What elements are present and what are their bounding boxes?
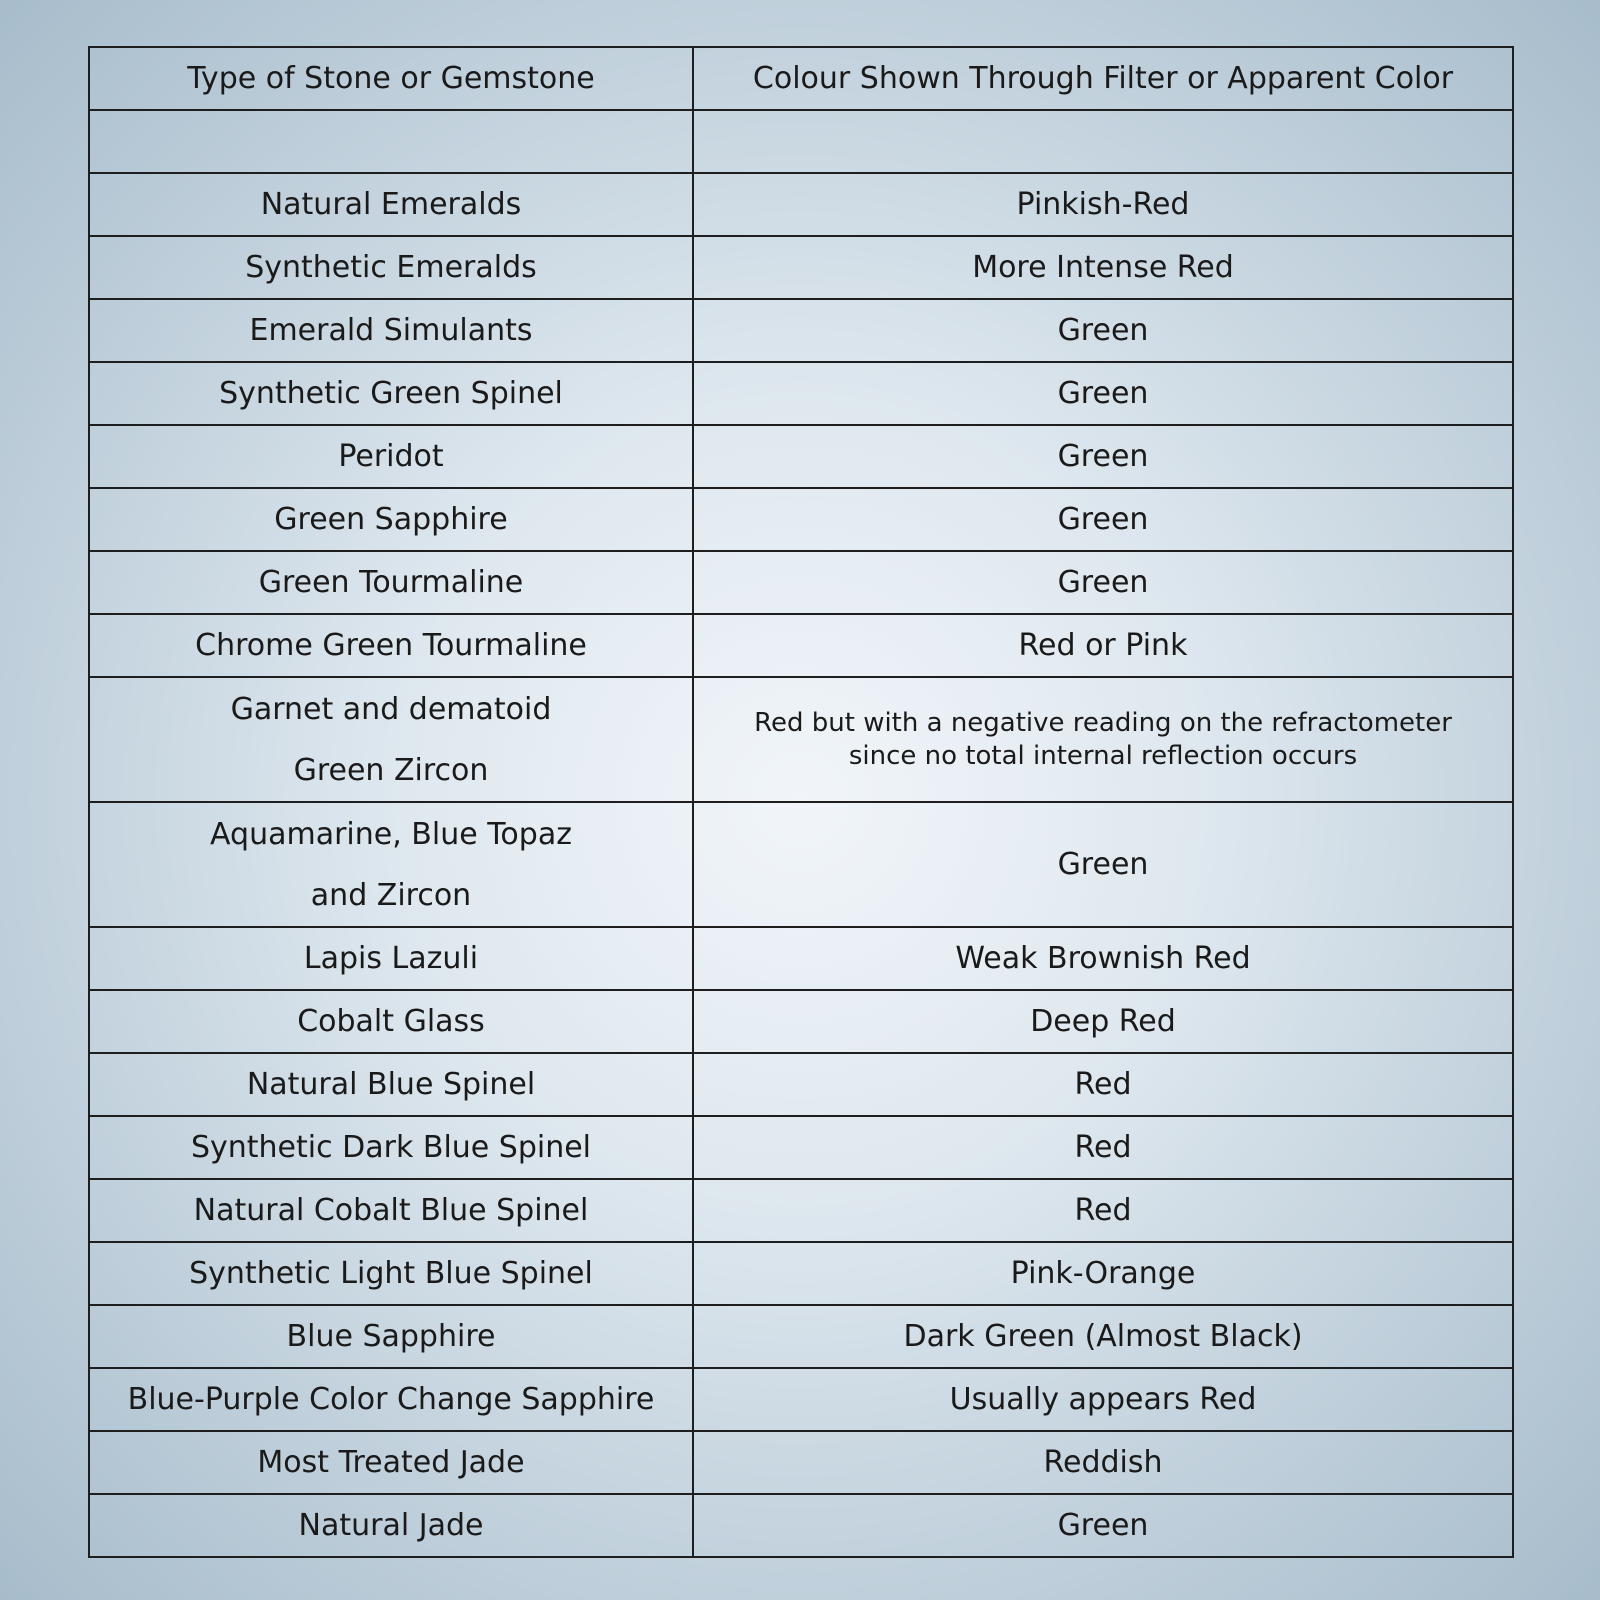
table-row (89, 236, 1513, 299)
stone-cell: Synthetic Dark Blue Spinel (89, 1116, 693, 1179)
colour-cell: Weak Brownish Red (693, 927, 1513, 990)
stone-cell: Synthetic Light Blue Spinel (89, 1242, 693, 1305)
stone-cell-line: Aquamarine, Blue Topaz (210, 816, 572, 852)
colour-cell: Green (693, 551, 1513, 614)
stone-cell-line: Garnet and dematoid (230, 691, 552, 727)
colour-cell-line: Red but with a negative reading on the refractometer (754, 707, 1452, 738)
table-row (89, 1053, 1513, 1116)
colour-cell: Green (693, 488, 1513, 551)
table-row (89, 802, 1513, 927)
colour-cell-line: since no total internal reflection occurs (848, 740, 1358, 771)
stone-cell: Emerald Simulants (89, 299, 693, 362)
table-row (89, 1116, 1513, 1179)
stone-cell: Natural Emeralds (89, 173, 693, 236)
header-apparent-colour: Colour Shown Through Filter or Apparent Color (693, 47, 1513, 110)
table-row (89, 1179, 1513, 1242)
colour-cell: Red (693, 1179, 1513, 1242)
colour-cell (693, 677, 1513, 802)
gemstone-filter-table-wrapper (88, 46, 1512, 1558)
stone-cell: Lapis Lazuli (89, 927, 693, 990)
stone-cell-line: Green Zircon (293, 752, 489, 788)
stone-cell-line: and Zircon (310, 877, 472, 913)
table-row (89, 488, 1513, 551)
colour-cell: Usually appears Red (693, 1368, 1513, 1431)
table-cell-empty (89, 110, 693, 173)
table-row-empty (89, 110, 1513, 173)
table-row (89, 1368, 1513, 1431)
colour-cell: Red or Pink (693, 614, 1513, 677)
stone-cell: Synthetic Emeralds (89, 236, 693, 299)
table-row (89, 614, 1513, 677)
stone-cell: Natural Jade (89, 1494, 693, 1557)
colour-cell: Green (693, 1494, 1513, 1557)
colour-cell: Pinkish-Red (693, 173, 1513, 236)
stone-cell: Natural Cobalt Blue Spinel (89, 1179, 693, 1242)
stone-cell: Blue Sapphire (89, 1305, 693, 1368)
colour-cell: Reddish (693, 1431, 1513, 1494)
table-row (89, 1305, 1513, 1368)
stone-cell: Natural Blue Spinel (89, 1053, 693, 1116)
stone-cell: Most Treated Jade (89, 1431, 693, 1494)
table-row (89, 927, 1513, 990)
table-cell-empty (693, 110, 1513, 173)
table-row (89, 1431, 1513, 1494)
gemstone-filter-table (88, 46, 1514, 1558)
table-row (89, 173, 1513, 236)
table-row (89, 1494, 1513, 1557)
stone-cell (89, 677, 693, 802)
table-row (89, 990, 1513, 1053)
colour-cell: Red (693, 1116, 1513, 1179)
colour-cell: Pink-Orange (693, 1242, 1513, 1305)
colour-cell: Dark Green (Almost Black) (693, 1305, 1513, 1368)
stone-cell: Green Sapphire (89, 488, 693, 551)
stone-cell: Blue-Purple Color Change Sapphire (89, 1368, 693, 1431)
table-header-row (89, 47, 1513, 110)
colour-cell: Deep Red (693, 990, 1513, 1053)
stone-cell: Green Tourmaline (89, 551, 693, 614)
table-row (89, 425, 1513, 488)
table-row (89, 551, 1513, 614)
stone-cell: Chrome Green Tourmaline (89, 614, 693, 677)
colour-cell: Red (693, 1053, 1513, 1116)
header-stone-type: Type of Stone or Gemstone (89, 47, 693, 110)
stone-cell: Synthetic Green Spinel (89, 362, 693, 425)
colour-cell: Green (693, 802, 1513, 927)
table-row (89, 362, 1513, 425)
table-row (89, 1242, 1513, 1305)
stone-cell: Peridot (89, 425, 693, 488)
colour-cell: Green (693, 362, 1513, 425)
colour-cell: Green (693, 425, 1513, 488)
table-row (89, 299, 1513, 362)
stone-cell (89, 802, 693, 927)
colour-cell: More Intense Red (693, 236, 1513, 299)
colour-cell: Green (693, 299, 1513, 362)
stone-cell: Cobalt Glass (89, 990, 693, 1053)
table-row (89, 677, 1513, 802)
